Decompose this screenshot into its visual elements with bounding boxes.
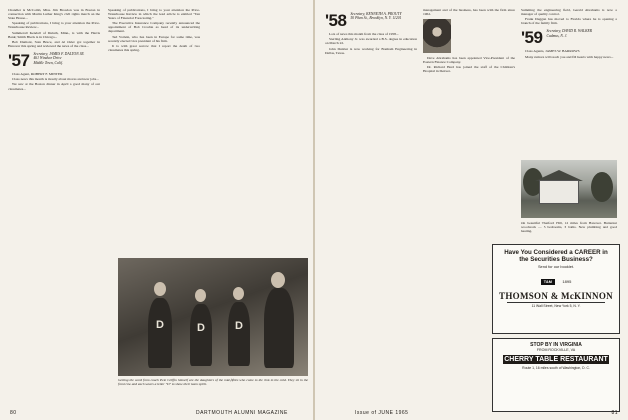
portrait-photo bbox=[423, 19, 451, 53]
photo-figure: D bbox=[228, 302, 250, 366]
class-address: 50 Plum St., Brooklyn, N. Y. 11201 bbox=[350, 16, 402, 21]
left-column-1 bbox=[8, 8, 100, 248]
left-col1-para: Summerall Kendall of Duluth, Minn., is with the Harris Bank; Smith Bleck is in Chicago... bbox=[8, 30, 100, 39]
left-col2-para: Ted Vorlein, who has been in Europe for some time, was recently elected vice president of his firm. bbox=[108, 34, 200, 43]
class-address: Cadmus, N. J. bbox=[546, 33, 568, 38]
photo-figure-head bbox=[233, 287, 244, 300]
right-column-2 bbox=[423, 8, 515, 392]
photo-figure-head bbox=[154, 282, 166, 296]
left-col1-para: Speaking of publications, I bring to your attention the Price-Waterhouse Review... bbox=[8, 21, 100, 30]
page-number-right: 81 bbox=[611, 410, 618, 416]
firm-name: THOMSON & McKINNON bbox=[499, 291, 613, 301]
left-col1-para: Chandler is McComb, Miss. Jim Brosdon was in Boston in connection with Martin Luther King's civil rights march on the State House... bbox=[8, 8, 100, 21]
right-column-1 bbox=[325, 8, 417, 392]
career-ad bbox=[492, 244, 620, 334]
class-58-para: Sterling Anthony Jr. was awarded a B.S. degree in education on March 22. bbox=[325, 37, 417, 46]
page-number-left: 80 bbox=[10, 410, 17, 416]
right-col2-para: Dr. Richard Herd has joined the staff of the Children's Hospital in Denver. bbox=[423, 65, 515, 74]
left-col2-para: Speaking of publications, I bring to your attention the Price-Waterhouse Review in which the lead article is entitled "Ten Years of Financial Forecasting." bbox=[108, 8, 200, 21]
left-col2-para: The Executive Insurance Company recently announced the appointment of Bob Crosbie as head of its underwriting department. bbox=[108, 21, 200, 34]
house-caption: On beautiful Thetford Hill, 12 miles from Hanover. Butternut woodwork — 5 bedrooms, 3 baths. New plumbing and good heating. bbox=[521, 221, 617, 234]
class-year: '58 bbox=[325, 12, 347, 29]
class-58-header bbox=[325, 12, 417, 29]
class-59-header bbox=[521, 29, 617, 46]
house bbox=[539, 180, 579, 204]
class-year: '57 bbox=[8, 51, 30, 69]
class-57-para: Class Agent, ROBERT F. MINTER bbox=[12, 71, 63, 76]
class-58-para: Lots of news this month from the class of 1958... bbox=[329, 32, 399, 36]
photo-figure: D bbox=[190, 304, 212, 366]
class-57-para: We saw at the Boston dinner in April a good many of our classmates... bbox=[8, 82, 100, 91]
ad-rule bbox=[507, 302, 605, 303]
right-column-3 bbox=[521, 8, 617, 158]
class-year: '59 bbox=[521, 29, 543, 47]
class-57-para: Class news this month is mostly about moves and new jobs... bbox=[12, 77, 99, 82]
career-ad-sub: Send for our booklet. bbox=[537, 264, 575, 270]
photo-tree bbox=[591, 172, 613, 202]
right-col3-para: Frank Duggan has moved to Florida where he is opening a branch of the family firm. bbox=[521, 17, 617, 26]
restaurant-location: Route 1, 16 miles south of Washington, D. C. bbox=[522, 366, 590, 371]
left-col1-para: Bob Dumont, Stan Bruce, and Al Osler got together in Hanover this spring and reviewed the news of the class... bbox=[8, 39, 100, 48]
class-59-para: Many rumors will reach you and fill hearts with happy news... bbox=[525, 54, 614, 59]
photo-caption: Getting the word from coach Pete Griffin himself are the daughters of the mid-fifties who come to the rink in the cold. They sit in the front row and each wears a letter "D" to show their team spirit. bbox=[118, 378, 308, 387]
class-secretary: Secretary, JAMES F. DALTON JR. bbox=[33, 51, 85, 56]
right-col2-para: Dave Abrahams has been appointed Vice-President of the Eastern Finance Company. bbox=[423, 56, 515, 65]
issue-date: Issue of JUNE 1965 bbox=[355, 410, 409, 416]
hockey-team-photo bbox=[118, 258, 308, 376]
firm-year: 1895 bbox=[562, 279, 572, 284]
photo-figure bbox=[264, 288, 294, 368]
restaurant-name: CHERRY TABLE RESTAURANT bbox=[504, 356, 608, 364]
firm-address: 11 Wall Street, New York 5, N. Y. bbox=[531, 304, 581, 308]
restaurant-ad bbox=[492, 338, 620, 412]
photo-figure-head bbox=[195, 289, 206, 302]
right-col3-para: Summing the engineering field, Gerald Abrahams is now a manager of quality control. bbox=[521, 8, 617, 17]
photo-figure: D bbox=[148, 298, 172, 368]
class-address: 461 Windsor Drive Middle Town, Calif. bbox=[33, 56, 63, 65]
class-58-para: John Dunbar is now working for Bonham Engineering in Dallas, Texas. bbox=[325, 46, 417, 55]
class-59-para: Class Agents, JAMES W. BARROWS bbox=[525, 49, 580, 54]
house-photo bbox=[521, 160, 617, 218]
restaurant-ad-sub: FROM ROCKVILLE, VA bbox=[536, 348, 576, 352]
photo-figure-head bbox=[271, 272, 285, 288]
class-secretary: Secretary, KENNETH A. PROUTY bbox=[350, 12, 402, 16]
right-col2-para: management and of the business, has been with the firm since 1962. bbox=[423, 8, 515, 17]
right-page bbox=[315, 0, 628, 420]
class-secretary: Secretary, DAVID R. WALKER bbox=[546, 29, 593, 34]
firm-logo: T&M bbox=[541, 279, 555, 285]
restaurant-ad-headline: STOP BY IN VIRGINIA bbox=[530, 342, 582, 348]
magazine-title: DARTMOUTH ALUMNI MAGAZINE bbox=[196, 410, 288, 416]
left-column-2 bbox=[108, 8, 200, 248]
career-ad-headline: Have You Considered a CAREER in the Securities Business? bbox=[504, 249, 608, 264]
left-col2-para: It is with great sorrow that I report the death of two classmates this spring. bbox=[108, 43, 200, 52]
class-57-header bbox=[8, 52, 100, 69]
